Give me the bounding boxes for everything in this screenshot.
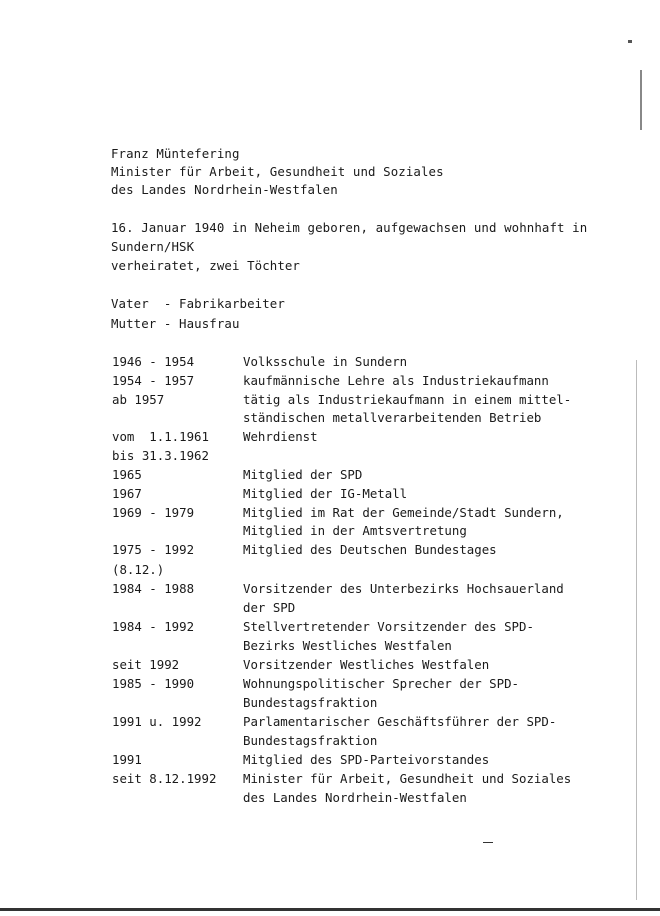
timeline-date: (8.12.): [112, 562, 165, 577]
timeline-date: 1985 - 1990: [112, 676, 195, 691]
timeline-date: vom 1.1.1961: [112, 429, 209, 444]
timeline-description: Parlamentarischer Geschäftsführer der SPD-: [243, 714, 557, 729]
timeline-description: Vorsitzender des Unterbezirks Hochsauerland: [243, 581, 564, 596]
scan-artifact: [640, 70, 642, 130]
timeline-description: Minister für Arbeit, Gesundheit und Soziales: [243, 771, 572, 786]
timeline-date: 1965: [112, 467, 142, 482]
mother-info: Mutter - Hausfrau: [111, 316, 240, 331]
timeline-description: Vorsitzender Westliches Westfalen: [243, 657, 490, 672]
timeline-description: Bundestagsfraktion: [243, 695, 378, 710]
person-name: Franz Müntefering: [111, 146, 240, 161]
father-info: Vater - Fabrikarbeiter: [111, 296, 285, 311]
timeline-description: ständischen metallverarbeitenden Betrieb: [243, 410, 542, 425]
timeline-description: Volksschule in Sundern: [243, 354, 408, 369]
scan-artifact: [0, 908, 660, 911]
timeline-date: seit 8.12.1992: [112, 771, 217, 786]
timeline-date: bis 31.3.1962: [112, 448, 209, 463]
timeline-description: Mitglied des SPD-Parteivorstandes: [243, 752, 490, 767]
timeline-date: ab 1957: [112, 392, 165, 407]
timeline-date: 1991: [112, 752, 142, 767]
scan-artifact: [628, 40, 632, 43]
timeline-description: Mitglied der SPD: [243, 467, 363, 482]
timeline-description: kaufmännische Lehre als Industriekaufmann: [243, 373, 549, 388]
timeline-description: Wohnungspolitischer Sprecher der SPD-: [243, 676, 520, 691]
timeline-date: 1954 - 1957: [112, 373, 195, 388]
timeline-date: 1969 - 1979: [112, 505, 195, 520]
scan-artifact: [636, 360, 637, 900]
timeline-description: Mitglied im Rat der Gemeinde/Stadt Sundern,: [243, 505, 564, 520]
position-line-1: Minister für Arbeit, Gesundheit und Soziales: [111, 164, 444, 179]
timeline-date: 1984 - 1988: [112, 581, 195, 596]
timeline-description: Mitglied in der Amtsvertretung: [243, 523, 467, 538]
timeline-date: 1975 - 1992: [112, 542, 195, 557]
position-line-2: des Landes Nordrhein-Westfalen: [111, 182, 338, 197]
timeline-date: 1984 - 1992: [112, 619, 195, 634]
timeline-description: Stellvertretender Vorsitzender des SPD-: [243, 619, 534, 634]
timeline-description: Bezirks Westliches Westfalen: [243, 638, 452, 653]
timeline-description: Mitglied der IG-Metall: [243, 486, 408, 501]
timeline-description: Mitglied des Deutschen Bundestages: [243, 542, 497, 557]
timeline-date: 1991 u. 1992: [112, 714, 202, 729]
timeline-date: seit 1992: [112, 657, 180, 672]
birth-line-2: Sundern/HSK: [111, 239, 195, 254]
timeline-date: 1946 - 1954: [112, 354, 195, 369]
timeline-description: tätig als Industriekaufmann in einem mittel-: [243, 392, 572, 407]
timeline-description: der SPD: [243, 600, 296, 615]
timeline-description: Bundestagsfraktion: [243, 733, 378, 748]
birth-line-1: 16. Januar 1940 in Neheim geboren, aufgewachsen und wohnhaft in: [111, 220, 588, 235]
timeline-description: Wehrdienst: [243, 429, 318, 444]
timeline-description: des Landes Nordrhein-Westfalen: [243, 790, 467, 805]
scan-artifact: [483, 842, 493, 843]
family-status: verheiratet, zwei Töchter: [111, 258, 300, 273]
timeline-date: 1967: [112, 486, 142, 501]
